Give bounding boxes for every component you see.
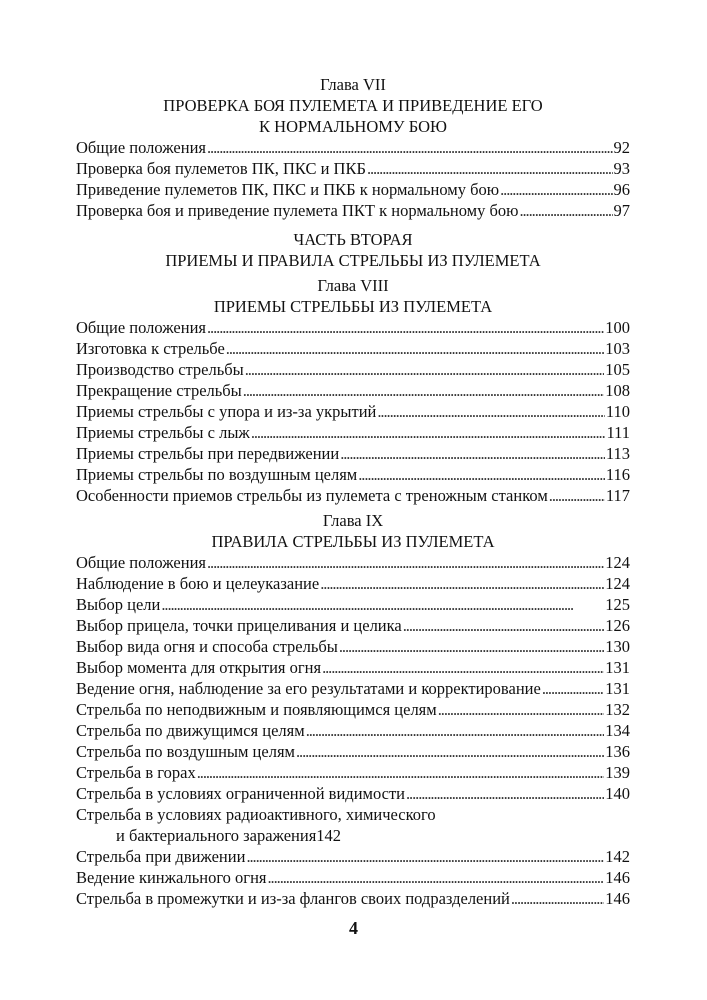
toc-entry bbox=[76, 200, 630, 221]
chapter-8-label: Глава VIII bbox=[317, 276, 389, 295]
chapter-7-title-line1: ПРОВЕРКА БОЯ ПУЛЕМЕТА И ПРИВЕДЕНИЕ ЕГО bbox=[163, 96, 543, 115]
toc-entry-title: Стрельба в горах bbox=[76, 763, 196, 782]
toc-entry-page: 124 bbox=[605, 553, 630, 572]
toc-entry-page: 136 bbox=[605, 742, 630, 761]
dot-leader bbox=[251, 422, 606, 443]
toc-entry bbox=[76, 422, 630, 443]
toc-entry-multiline bbox=[76, 804, 630, 846]
page-number: 4 bbox=[349, 918, 358, 938]
dot-leader bbox=[320, 573, 604, 594]
toc-entry-title: Ведение огня, наблюдение за его результатами и корректирование bbox=[76, 679, 541, 698]
toc-entry bbox=[76, 443, 630, 464]
toc-entry-page: 146 bbox=[605, 868, 630, 887]
toc-entry-title: Проверка боя пулеметов ПК, ПКС и ПКБ bbox=[76, 159, 366, 178]
dot-leader bbox=[542, 678, 604, 699]
dot-leader bbox=[207, 317, 604, 338]
toc-entry bbox=[76, 359, 630, 380]
toc-entry-title: Стрельба по воздушным целям bbox=[76, 742, 295, 761]
dot-leader bbox=[406, 783, 604, 804]
dot-leader bbox=[296, 741, 604, 762]
toc-entry-title: Выбор цели bbox=[76, 595, 161, 614]
dot-leader bbox=[377, 401, 604, 422]
dot-leader bbox=[549, 485, 605, 506]
toc-entry-page: 113 bbox=[605, 444, 630, 463]
chapter-8-entries bbox=[76, 317, 630, 506]
toc-entry bbox=[76, 464, 630, 485]
dot-leader bbox=[306, 720, 605, 741]
toc-entry-page: 92 bbox=[613, 138, 630, 157]
toc-entry-page: 126 bbox=[605, 616, 630, 635]
toc-entry-title: Общие положения bbox=[76, 553, 206, 572]
toc-entry-title: Приемы стрельбы с упора и из-за укрытий bbox=[76, 402, 377, 421]
toc-entry-page: 134 bbox=[605, 721, 630, 740]
toc-entry bbox=[76, 783, 630, 804]
dot-leader bbox=[207, 552, 604, 573]
toc-entry bbox=[76, 678, 630, 699]
toc-entry-title: Изготовка к стрельбе bbox=[76, 339, 225, 358]
toc-entry-page: 139 bbox=[605, 763, 630, 782]
toc-entry-page: 117 bbox=[605, 486, 630, 505]
toc-entry-title: Стрельба по неподвижным и появляющимся целям bbox=[76, 700, 437, 719]
dot-leader bbox=[339, 636, 604, 657]
toc-entry bbox=[76, 485, 630, 506]
toc-entry-title: Проверка боя и приведение пулемета ПКТ к нормальному бою bbox=[76, 201, 519, 220]
toc-entry-page: 111 bbox=[606, 423, 630, 442]
toc-entry-page: 125 bbox=[605, 595, 630, 614]
part-2-label: ЧАСТЬ ВТОРАЯ bbox=[293, 230, 413, 249]
chapter-7-title-line2: К НОРМАЛЬНОМУ БОЮ bbox=[259, 117, 447, 136]
toc-entry-page: 132 bbox=[605, 700, 630, 719]
table-of-contents bbox=[76, 74, 630, 909]
chapter-9-entries bbox=[76, 552, 630, 909]
toc-entry bbox=[76, 552, 630, 573]
dot-leader bbox=[161, 594, 604, 615]
toc-entry-title: Приемы стрельбы с лыж bbox=[76, 423, 250, 442]
toc-entry-page: 93 bbox=[613, 159, 630, 178]
toc-entry-page: 130 bbox=[605, 637, 630, 656]
toc-entry bbox=[76, 179, 630, 200]
dot-leader bbox=[246, 846, 604, 867]
toc-entry bbox=[76, 636, 630, 657]
toc-entry-title: Производство стрельбы bbox=[76, 360, 244, 379]
toc-entry bbox=[76, 846, 630, 867]
dot-leader bbox=[245, 359, 605, 380]
dot-leader bbox=[367, 158, 613, 179]
toc-entry-page: 142 bbox=[605, 847, 630, 866]
toc-entry-page: 105 bbox=[605, 360, 630, 379]
toc-entry-title: Прекращение стрельбы bbox=[76, 381, 242, 400]
toc-entry-page: 124 bbox=[605, 574, 630, 593]
toc-entry bbox=[76, 888, 630, 909]
toc-entry-title-line2: и бактериального заражения bbox=[116, 826, 317, 845]
toc-entry-title-line1: Стрельба в условиях радиоактивного, химического bbox=[76, 805, 436, 824]
toc-entry bbox=[76, 594, 630, 615]
dot-leader bbox=[500, 179, 612, 200]
toc-entry-line2 bbox=[76, 825, 630, 846]
dot-leader bbox=[438, 699, 605, 720]
toc-entry-page: 131 bbox=[605, 679, 630, 698]
toc-entry-page: 96 bbox=[613, 180, 630, 199]
toc-entry-page: 146 bbox=[605, 889, 630, 908]
dot-leader bbox=[340, 443, 605, 464]
chapter-8-title: ПРИЕМЫ СТРЕЛЬБЫ ИЗ ПУЛЕМЕТА bbox=[213, 297, 493, 316]
toc-entry-title: Общие положения bbox=[76, 138, 206, 157]
toc-entry bbox=[76, 867, 630, 888]
toc-entry-title: Наблюдение в бою и целеуказание bbox=[76, 574, 320, 593]
chapter-9-label: Глава IX bbox=[322, 511, 384, 530]
dot-leader bbox=[519, 200, 612, 221]
toc-entry bbox=[76, 158, 630, 179]
toc-entry bbox=[76, 401, 630, 422]
toc-entry-title: Выбор вида огня и способа стрельбы bbox=[76, 637, 338, 656]
toc-entry bbox=[76, 657, 630, 678]
toc-entry-page: 110 bbox=[605, 402, 630, 421]
dot-leader bbox=[403, 615, 605, 636]
part-2-title: ПРИЕМЫ И ПРАВИЛА СТРЕЛЬБЫ ИЗ ПУЛЕМЕТА bbox=[165, 251, 541, 270]
dot-leader bbox=[268, 867, 605, 888]
toc-entry-page: 140 bbox=[605, 784, 630, 803]
chapter-9-title: ПРАВИЛА СТРЕЛЬБЫ ИЗ ПУЛЕМЕТА bbox=[211, 532, 495, 551]
toc-entry bbox=[76, 615, 630, 636]
toc-entry-page: 103 bbox=[605, 339, 630, 358]
dot-leader bbox=[322, 657, 604, 678]
toc-entry-page: 108 bbox=[605, 381, 630, 400]
toc-entry-title: Стрельба в условиях ограниченной видимости bbox=[76, 784, 405, 803]
dot-leader bbox=[511, 888, 604, 909]
toc-entry-page: 97 bbox=[613, 201, 630, 220]
toc-entry bbox=[76, 762, 630, 783]
toc-entry-title: Выбор прицела, точки прицеливания и целика bbox=[76, 616, 402, 635]
toc-entry-title: Стрельба при движении bbox=[76, 847, 246, 866]
dot-leader bbox=[197, 762, 605, 783]
toc-entry bbox=[76, 720, 630, 741]
toc-entry bbox=[76, 699, 630, 720]
toc-entry bbox=[76, 380, 630, 401]
dot-leader bbox=[358, 464, 605, 485]
chapter-7-entries bbox=[76, 137, 630, 221]
toc-entry bbox=[76, 338, 630, 359]
toc-entry-title: Выбор момента для открытия огня bbox=[76, 658, 322, 677]
toc-entry-title: Приведение пулеметов ПК, ПКС и ПКБ к нормальному бою bbox=[76, 180, 500, 199]
toc-entry-page: 116 bbox=[605, 465, 630, 484]
dot-leader bbox=[207, 137, 613, 158]
toc-entry bbox=[76, 137, 630, 158]
toc-entry-title: Общие положения bbox=[76, 318, 206, 337]
toc-entry bbox=[76, 741, 630, 762]
toc-entry-title: Стрельба по движущимся целям bbox=[76, 721, 305, 740]
toc-entry-title: Стрельба в промежутки и из-за флангов своих подразделений bbox=[76, 889, 510, 908]
toc-entry-title: Ведение кинжального огня bbox=[76, 868, 267, 887]
toc-entry-page: 142 bbox=[316, 826, 342, 845]
toc-entry-page: 131 bbox=[605, 658, 630, 677]
dot-leader bbox=[226, 338, 604, 359]
toc-entry-title: Приемы стрельбы при передвижении bbox=[76, 444, 340, 463]
chapter-7-label: Глава VII bbox=[320, 75, 386, 94]
toc-entry-title: Приемы стрельбы по воздушным целям bbox=[76, 465, 358, 484]
toc-entry bbox=[76, 573, 630, 594]
toc-entry-title: Особенности приемов стрельбы из пулемета с треножным станком bbox=[76, 486, 548, 505]
toc-entry-page: 100 bbox=[605, 318, 630, 337]
dot-leader bbox=[243, 380, 604, 401]
toc-entry bbox=[76, 317, 630, 338]
